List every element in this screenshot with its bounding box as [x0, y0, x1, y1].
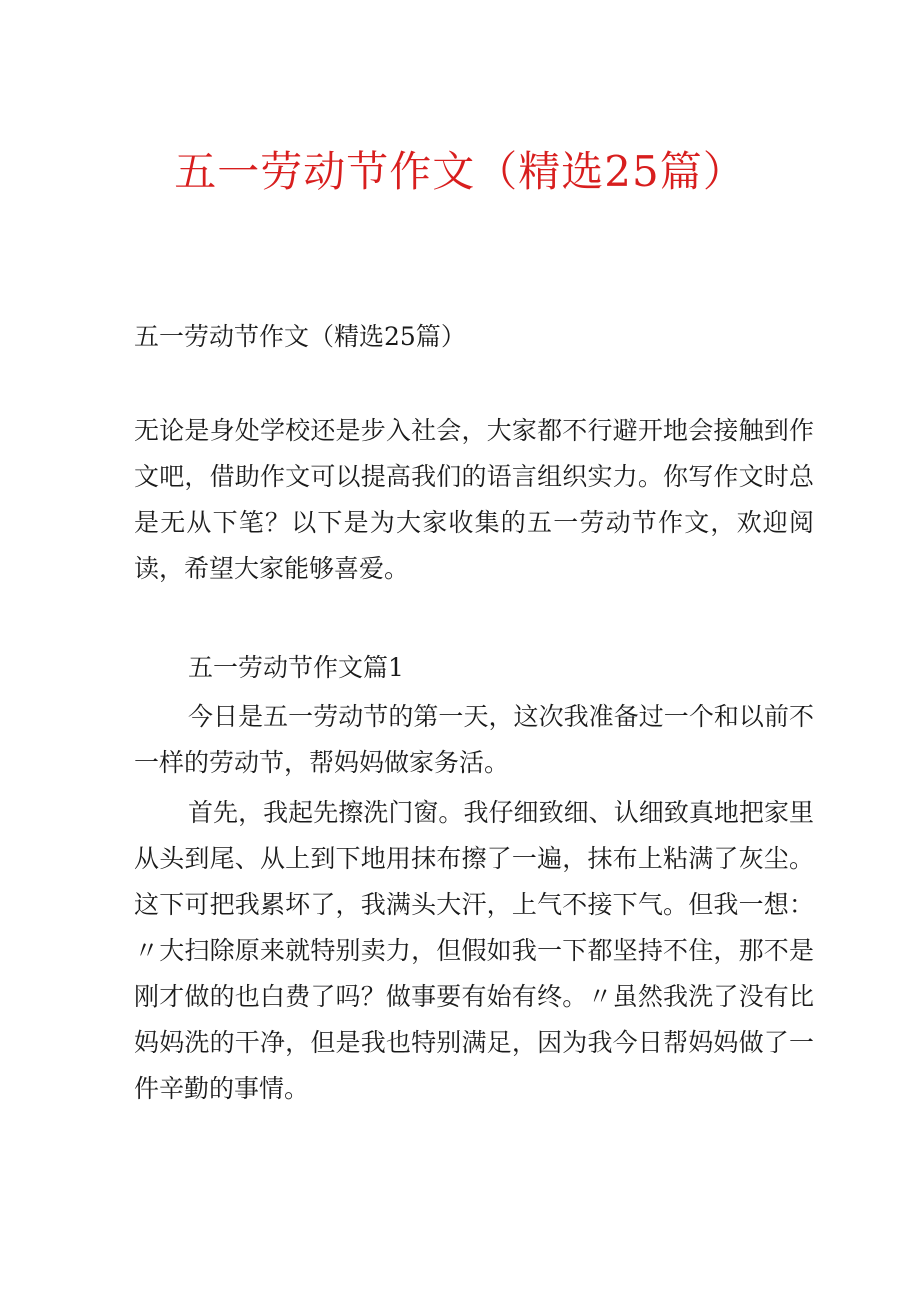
document-title: 五一劳动节作文（精选25篇） — [174, 147, 746, 196]
body-paragraph-1: 今日是五一劳动节的第一天，这次我准备过一个和以前不一样的劳动节，帮妈妈做家务活。 — [134, 702, 814, 777]
section-heading: 五一劳动节作文篇1 — [188, 653, 404, 682]
intro-paragraph: 无论是身处学校还是步入社会，大家都不行避开地会接触到作文吧，借助作文可以提高我们的语言组织实力。你写作文时总是无从下笔？以下是为大家收集的五一劳动节作文，欢迎阅读，希望大家能够喜爱。 — [134, 416, 814, 583]
document-subtitle: 五一劳动节作文（精选25篇） — [134, 322, 466, 351]
body-paragraph-2: 首先，我起先擦洗门窗。我仔细致细、认细致真地把家里从头到尾、从上到下地用抹布擦了一遍，抹布上粘满了灰尘。这下可把我累坏了，我满头大汗，上气不接下气。但我一想：〃大扫除原来就特别卖力，但假如我一下都坚持不住，那不是刚才做的也白费了吗？做事要有始有终。〃虽然我洗了没有比妈妈洗的干净，但是我也特别满足，因为我今日帮妈妈做了一件辛勤的事情。 — [134, 798, 814, 1103]
